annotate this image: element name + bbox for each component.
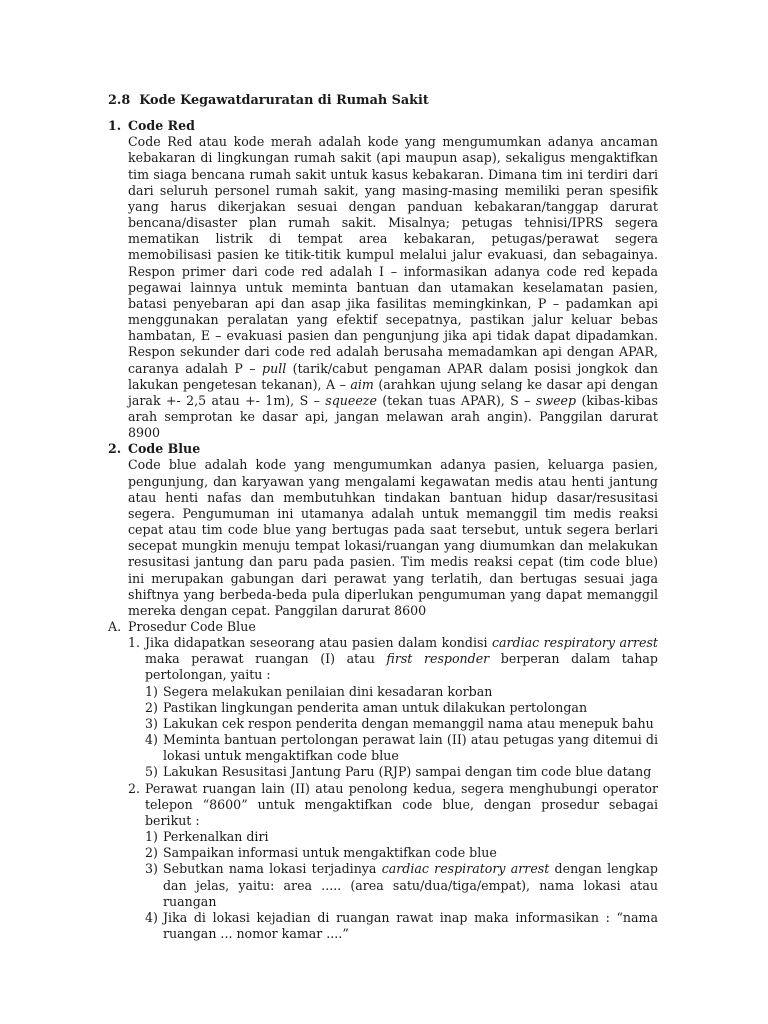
section-title [108,93,658,109]
list-item [145,861,658,909]
step-number: 1. [128,635,141,651]
code-red-text-5: (kibas-kibas arah semprotan ke dasar api, jangan melawan arah angin). Panggilan darurat 8900 [128,392,659,441]
item-number: 4) [145,732,158,748]
code-blue-title: Code Blue [128,441,201,457]
step1-text-3: berperan dalam tahap pertolongan, yaitu : [145,651,658,683]
item-number: 3) [145,715,158,731]
item-number: 1) [145,829,158,845]
section-title-text: Kode Kegawatdaruratan di Rumah Sakit [139,93,429,108]
item-number: 4) [145,909,158,925]
list-item [145,910,658,942]
prosedur-step-1 [128,635,658,683]
prosedur-letter: A. [108,619,122,634]
item-text: Lakukan cek respon penderita dengan memanggil nama atau menepuk bahu [163,715,654,731]
step-text [145,635,658,683]
code-red-title: Code Red [128,118,195,134]
code-red-paragraph [128,134,658,441]
prosedur-title: Prosedur Code Blue [128,619,256,634]
term-pull: pull [262,360,287,376]
code-red-text-3: (arahkan ujung selang ke dasar api dengan jarak +- 2,5 atau +- 1m), S – [128,376,658,408]
code-red-text-1: Code Red atau kode merah adalah kode yang mengumumkan adanya ancaman kebakaran di lingkungan rumah sakit (api maupun asap), sekaligus mengaktifkan tim siaga bencana rumah sakit untuk kasus kebakaran. Dimana tim ini terdiri dari dari seluruh personel rumah sakit, yang masing-masing memiliki peran spesifik yang harus dikerjakan sesuai dengan panduan kebakaran/tanggap darurat bencana/disaster plan rumah sakit. Misalnya; petugas tehnisi/IPRS segera mematikan listrik di tempat area kebakaran, petugas/perawat segera memobilisasi pasien ke titik-titik kumpul melalui jalur evakuasi, dan sebagainya. Respon primer dari code red adalah I – informasikan adanya code red kepada pegawai lainnya untuk meminta bantuan dan utamakan keselamatan pasien, batasi penyebaran api dan asap jika fasilitas memingkinkan, P – padamkan api menggunakan peralatan yang efektif secepatnya, pastikan jalur keluar bebas hambatan, E – evakuasi pasien dan pengunjung jika api tidak dapat dipadamkan. Respon sekunder dari code red adalah berusaha memadamkan api dengan APAR, caranya adalah P – [128,134,658,376]
code-red-text-4: (tekan tuas APAR), S – [376,392,536,408]
list-item [145,845,658,861]
item-number: 2) [145,845,158,861]
step-text: Perawat ruangan lain (II) atau penolong kedua, segera menghubungi operator telepon “8600” untuk mengaktifkan code blue, dengan prosedur sebagai berikut : [145,780,658,828]
code-blue-paragraph: Code blue adalah kode yang mengumumkan adanya pasien, keluarga pasien, pengunjung, dan karyawan yang mengalami kegawatan medis atau henti jantung atau henti nafas dan membutuhkan tindakan bantuan hidup dasar/resusitasi segera. Pengumuman ini utamanya adalah untuk memanggil tim medis reaksi cepat atau tim code blue yang bertugas pada saat tersebut, untuk segera berlari secepat mungkin menuju tempat lokasi/ruangan yang diumumkan dan melakukan resusitasi jantung dan paru pada pasien. Tim medis reaksi cepat (tim code blue) ini merupakan gabungan dari perawat yang terlatih, dan bertugas sesuai jaga shiftnya yang berbeda-beda pula diperlukan pengumuman yang dapat memanggil mereka dengan cepat. Panggilan darurat 8600 [128,457,658,618]
term-aim: aim [350,376,374,392]
list-item [145,700,658,716]
item-text [163,861,658,909]
item-text: Segera melakukan penilaian dini kesadaran korban [163,683,493,699]
step1-text-2: maka perawat ruangan (I) atau [145,651,387,667]
term-first-responder: first responder [386,651,490,667]
code-red-heading [108,118,658,134]
code-red-text-2: (tarik/cabut pengaman APAR dalam posisi jongkok dan lakukan pengetesan tekanan), A – [128,360,658,392]
code-blue-heading [108,441,658,457]
item-number: 3) [145,861,158,877]
code-blue-number: 2. [108,441,122,457]
list-item [145,684,658,700]
section-number: 2.8 [108,93,131,108]
item-text: Jika di lokasi kejadian di ruangan rawat inap maka informasikan : “nama ruangan ... nomor kamar ....” [163,909,658,941]
prosedur-heading [108,619,658,635]
item-number: 2) [145,699,158,715]
term-sweep: sweep [535,392,577,408]
list-item [145,764,658,780]
item-text: Perkenalkan diri [163,829,269,845]
prosedur-step-2 [128,781,658,829]
item-number: 5) [145,764,158,780]
item-text: Sampaikan informasi untuk mengaktifkan code blue [163,845,497,861]
list-item [145,716,658,732]
term-cardiac-respiratory-arrest: cardiac respiratory arrest [491,635,658,651]
term-cardiac-respiratory-arrest: cardiac respiratory arrest [381,861,550,877]
step1-text-1: Jika didapatkan seseorang atau pasien dalam kondisi [145,635,492,651]
item-number: 1) [145,683,158,699]
item-text: Lakukan Resusitasi Jantung Paru (RJP) sampai dengan tim code blue datang [163,764,652,780]
step-number: 2. [128,780,141,796]
item-text-1: Sebutkan nama lokasi terjadinya [163,861,382,877]
item-text: Meminta bantuan pertolongan perawat lain (II) atau petugas yang ditemui di lokasi untuk mengaktifkan code blue [163,732,658,764]
list-item [145,732,658,764]
code-red-number: 1. [108,118,122,134]
term-squeeze: squeeze [325,392,377,408]
item-text: Pastikan lingkungan penderita aman untuk dilakukan pertolongan [163,699,588,715]
list-item [145,829,658,845]
item-text-2: dengan lengkap dan jelas, yaitu: area ..... (area satu/dua/tiga/empat), nama lokasi atau ruangan [163,861,658,909]
